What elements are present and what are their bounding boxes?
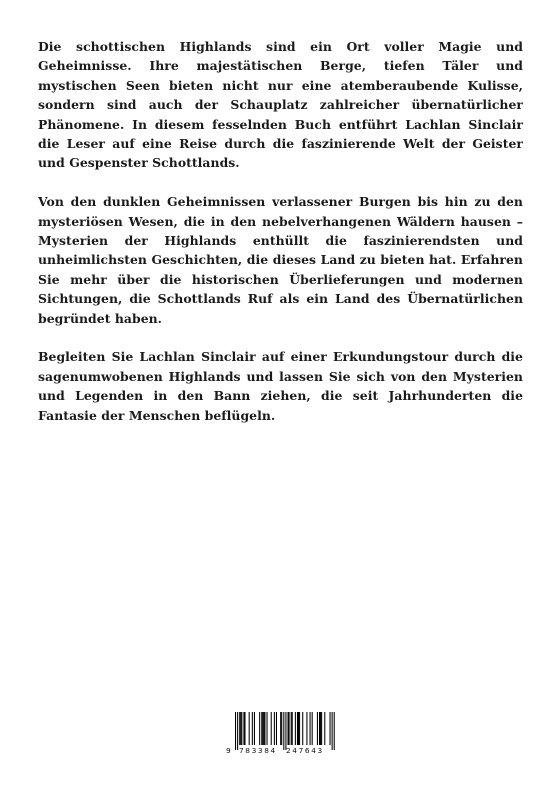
- barcode-bar: [288, 712, 289, 745]
- barcode-bar: [274, 712, 275, 745]
- barcode-bar: [241, 712, 242, 745]
- barcode-bar: [306, 712, 307, 745]
- barcode-bar: [254, 712, 255, 745]
- barcode-bar: [289, 712, 290, 745]
- barcode-guard-bar: [334, 712, 335, 750]
- barcode-guard-bar: [237, 712, 238, 750]
- barcode-bar: [299, 712, 300, 745]
- barcode-bar: [261, 712, 262, 745]
- barcode-bar: [310, 712, 311, 745]
- barcode-guard-bar: [285, 712, 286, 750]
- blurb-text: [38, 37, 523, 444]
- barcode-bar: [264, 712, 265, 745]
- barcode-bar: [320, 712, 321, 745]
- barcode-bar: [302, 712, 303, 745]
- barcode-bar: [259, 712, 260, 745]
- barcode-bar: [324, 712, 325, 745]
- barcode-left-group: 783384: [239, 746, 277, 755]
- barcode-lead-digit: 9: [226, 746, 231, 755]
- barcode-guard-bar: [332, 712, 333, 750]
- barcode-bar: [263, 712, 264, 745]
- barcode-bar: [243, 712, 244, 745]
- isbn-barcode: [226, 712, 336, 758]
- barcode-bar: [295, 712, 296, 745]
- barcode-right-group: 247643: [286, 746, 324, 755]
- barcode-bar: [319, 712, 320, 745]
- barcode-bar: [262, 712, 263, 745]
- blurb-paragraph-1: Die schottischen Highlands sind ein Ort voller Magie und Geheimnisse. Ihre majestätischen Berge, tiefen Täler und mystischen Seen bieten nicht nur eine atemberaubende Kulisse, sondern sind auch der Schauplatz zahlreicher übernatürlicher Phänomene. In diesem fesselnden Buch entführt Lachlan Sinclair die Leser auf eine Reise durch die faszinierende Welt der Geister und Gespenster Schottlands.: [38, 39, 523, 171]
- barcode-bar: [298, 712, 299, 745]
- barcode-bar: [292, 712, 293, 745]
- barcode-digits: [226, 746, 336, 758]
- barcode-bar: [276, 712, 277, 745]
- barcode-bar: [240, 712, 241, 745]
- barcode-guard-bar: [235, 712, 236, 750]
- barcode-bar: [297, 712, 298, 745]
- barcode-bar: [312, 712, 313, 745]
- barcode-bar: [244, 712, 245, 745]
- barcode-bar: [252, 712, 253, 745]
- barcode-bar: [271, 712, 272, 745]
- blurb-paragraph-3: Begleiten Sie Lachlan Sinclair auf einer Erkundungstour durch die sagenumwobenen Highlands und lassen Sie sich von den Mysterien und Legenden in den Bann ziehen, die seit Jahrhunderten die Fantasie der Menschen beflügeln.: [38, 349, 523, 423]
- blurb-paragraph-2: Von den dunklen Geheimnissen verlassener Burgen bis hin zu den mysteriösen Wesen, die in den nebelverhangenen Wäldern hausen – Mysterien der Highlands enthüllt die faszinierendsten und unheimlichsten Geschichten, die dieses Land zu bieten hat. Erfahren Sie mehr über die historischen Überlieferungen und modernen Sichtungen, die Schottlands Ruf als ein Land des Übernatürlichen begründet haben.: [38, 194, 523, 326]
- barcode-bar: [321, 712, 322, 745]
- barcode-bar: [267, 712, 268, 745]
- barcode-bar: [330, 712, 331, 745]
- barcode-bar: [239, 712, 240, 745]
- barcode-guard-bar: [283, 712, 284, 750]
- barcode-bar: [249, 712, 250, 745]
- barcode-bar: [317, 712, 318, 745]
- barcode-bar: [281, 712, 282, 745]
- barcode-bar: [291, 712, 292, 745]
- barcode-bar: [280, 712, 281, 745]
